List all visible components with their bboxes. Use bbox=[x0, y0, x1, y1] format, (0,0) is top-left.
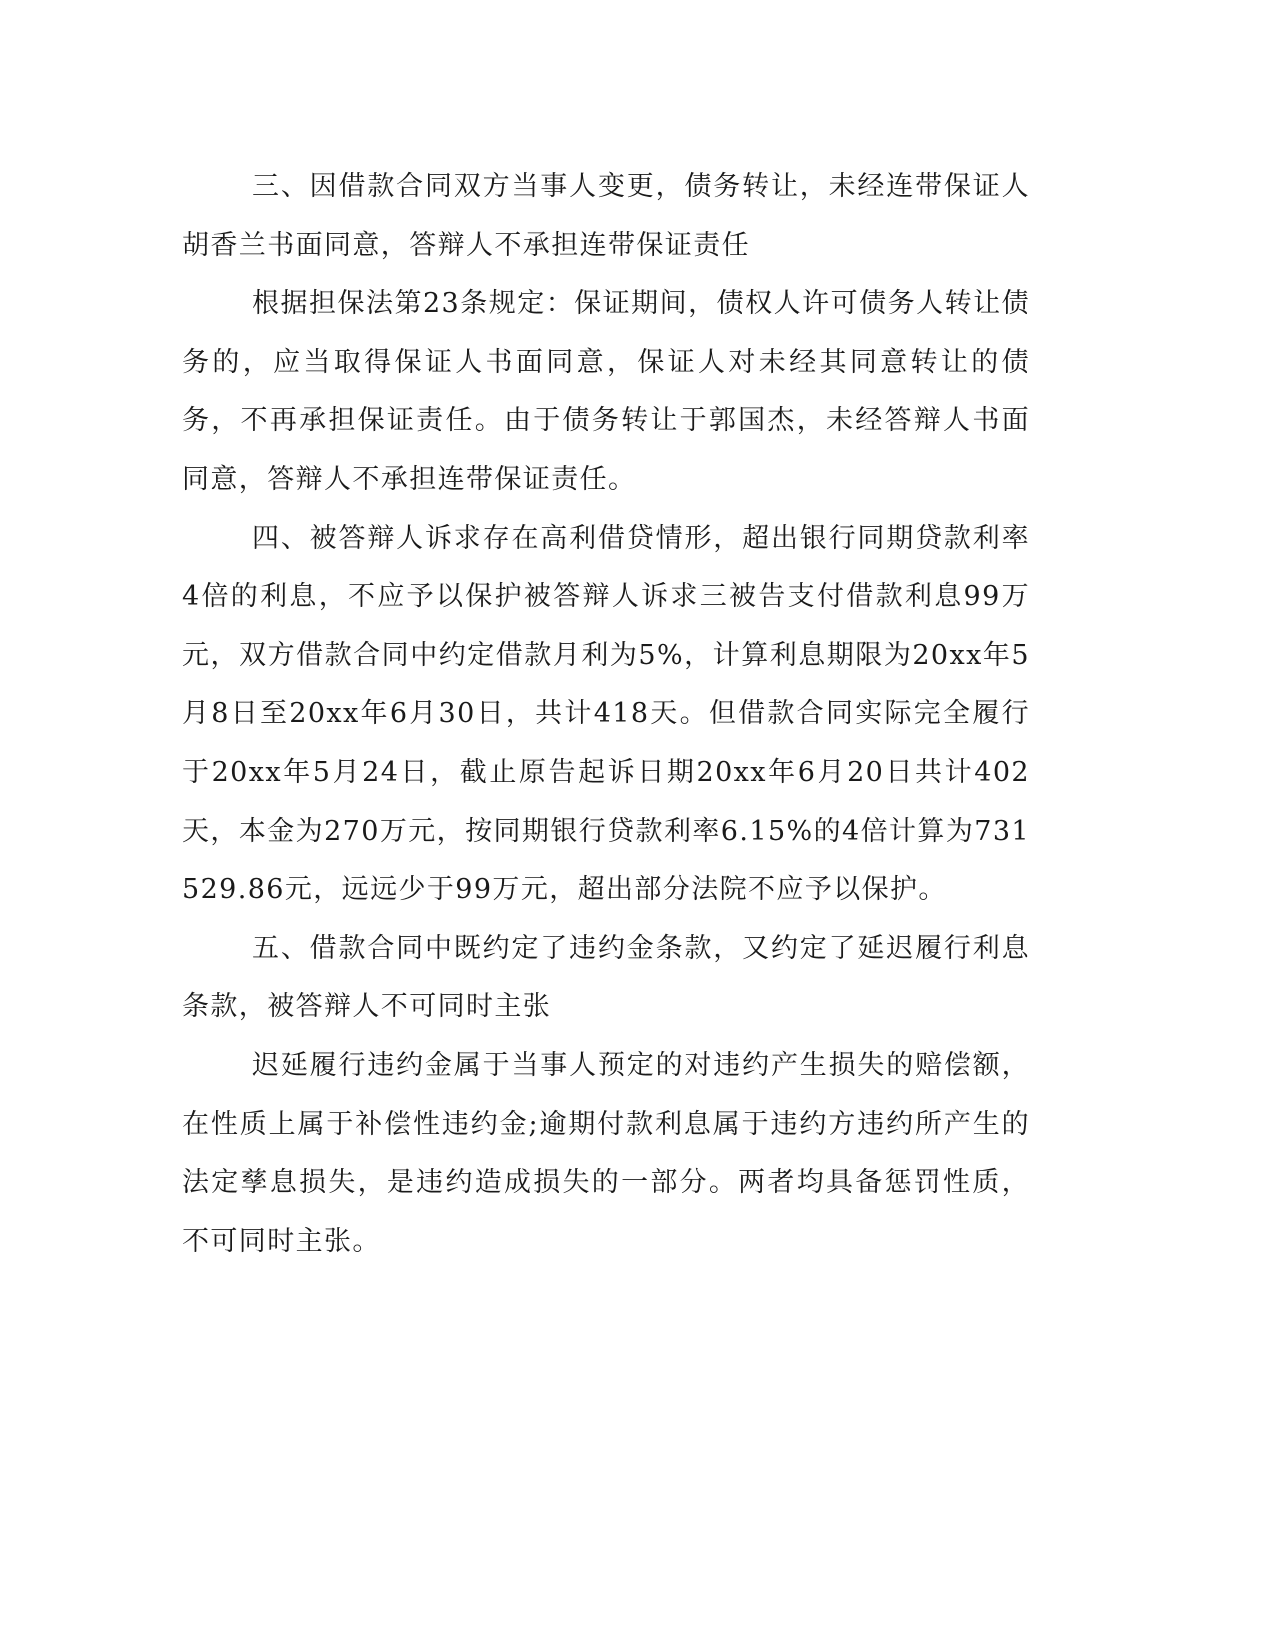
document-body bbox=[182, 158, 1030, 1271]
section-five-heading: 五、借款合同中既约定了违约金条款，又约定了延迟履行利息条款，被答辩人不可同时主张 bbox=[182, 932, 1030, 1023]
section-four-paragraph: 四、被答辩人诉求存在高利借贷情形，超出银行同期贷款利率4倍的利息，不应予以保护被答辩人诉求三被告支付借款利息99万元，双方借款合同中约定借款月利为5%，计算利息期限为20xx年5月8日至20xx年6月30日，共计418天。但借款合同实际完全履行于20xx年5月24日，截止原告起诉日期20xx年6月20日共计402天，本金为270万元，按同期银行贷款利率6.15%的4倍计算为731529.86元，远远少于99万元，超出部分法院不应予以保护。 bbox=[182, 522, 1030, 906]
section-three-heading: 三、因借款合同双方当事人变更，债务转让，未经连带保证人胡香兰书面同意，答辩人不承担连带保证责任 bbox=[182, 171, 1030, 261]
section-five-body: 迟延履行违约金属于当事人预定的对违约产生损失的赔偿额，在性质上属于补偿性违约金;逾期付款利息属于违约方违约所产生的法定孳息损失，是违约造成损失的一部分。两者均具备惩罚性质，不可同时主张。 bbox=[182, 1049, 1030, 1257]
section-three-body: 根据担保法第23条规定：保证期间，债权人许可债务人转让债务的，应当取得保证人书面同意，保证人对未经其同意转让的债务，不再承担保证责任。由于债务转让于郭国杰，未经答辩人书面同意，答辩人不承担连带保证责任。 bbox=[182, 288, 1030, 495]
